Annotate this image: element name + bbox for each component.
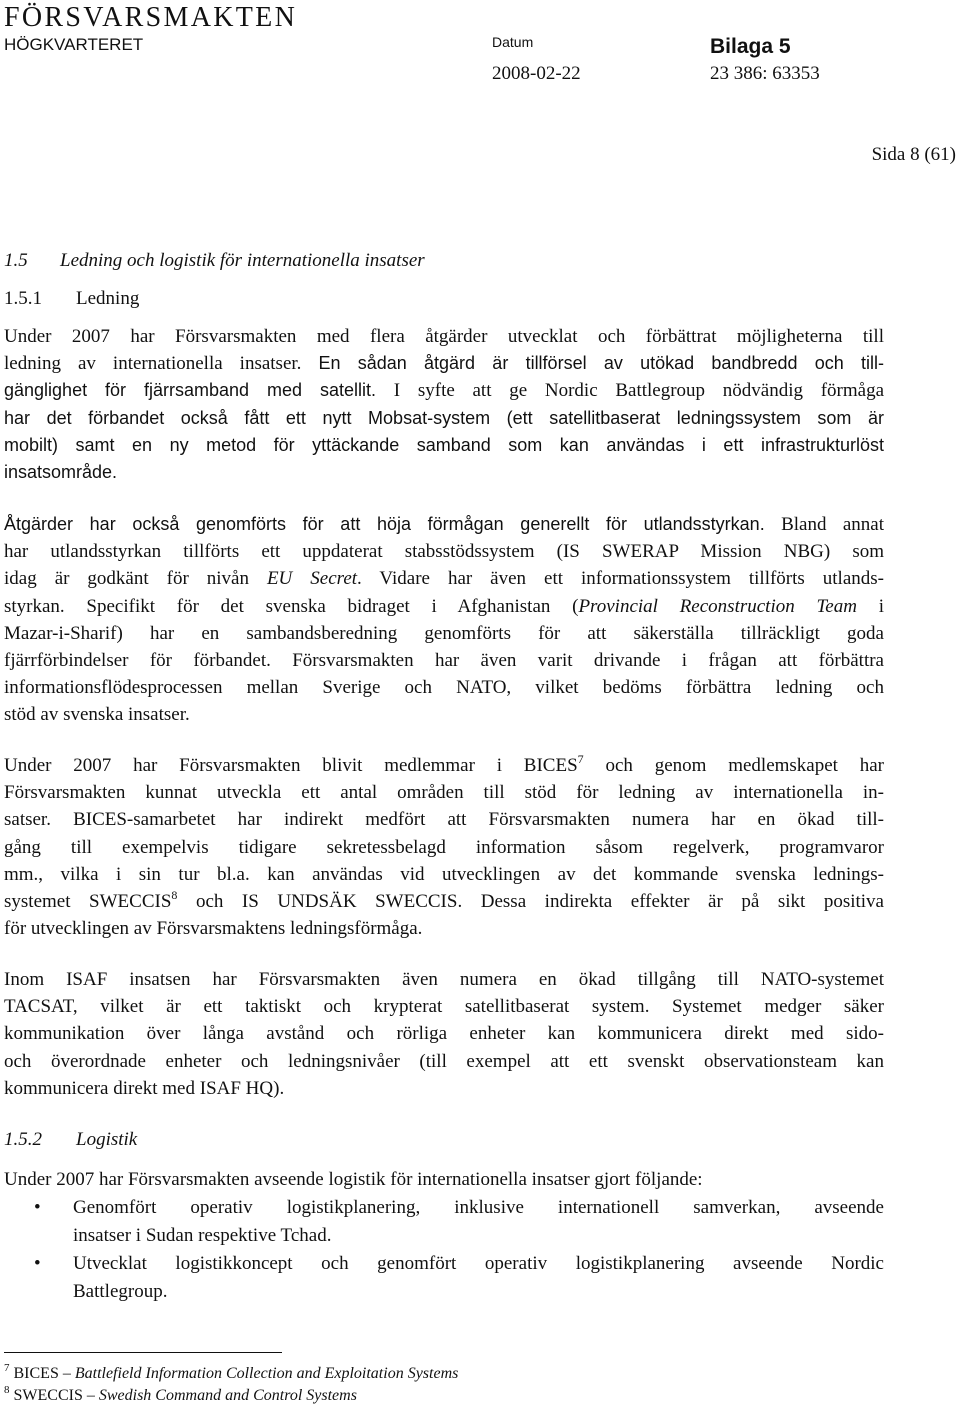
paragraph-line: satser. BICES-samarbetet har indirekt medfört att Försvarsmakten numera har en ökad till- — [4, 809, 884, 831]
paragraph-line: Försvarsmakten kunnat utveckla ett antal områden till stöd för ledning av internationella in- — [4, 782, 884, 804]
paragraph-3 — [4, 752, 884, 942]
list-item — [4, 1194, 884, 1249]
text-run: och genom medlemskapet har — [583, 755, 885, 776]
paragraph-line: fjärrförbindelser för förbandet. Försvarsmakten har även varit drivande i frågan att förbättra — [4, 650, 884, 672]
paragraph-line: gång till exempelvis tidigare sekretessbelagd information såsom regelverk, programvaror — [4, 836, 884, 858]
section-heading — [4, 249, 425, 273]
text-run: i — [856, 595, 884, 617]
paragraph-line: Mazar-i-Sharif) har en sambandsberedning genomförts för att säkerställa tillräckligt goda — [4, 622, 884, 644]
list-item-line: Genomfört operativ logistikplanering, inklusive internationell samverkan, avseende — [73, 1197, 884, 1218]
footnote-8 — [4, 1383, 357, 1406]
text-run: och IS UNDSÄK SWECCIS. Dessa indirekta effekter är på sikt positiva — [177, 891, 884, 913]
org-name: FÖRSVARSMAKTEN — [4, 2, 298, 33]
section-title: Ledning och logistik för internationella insatser — [60, 250, 425, 271]
text-run: EU Secret — [266, 568, 358, 590]
paragraph-line: insatsområde. — [4, 462, 118, 483]
text-run: Åtgärder har också genomförts för att höja förmågan generellt för utlandsstyrkan. — [4, 514, 765, 534]
text-run: Under 2007 har Försvarsmakten blivit medlemmar i BICES — [4, 755, 578, 776]
footnote-text: Swedish Command and Control Systems — [98, 1387, 357, 1404]
text-run: Bland annat — [781, 514, 885, 535]
footnote-abbr: SWECCIS – — [13, 1387, 99, 1404]
document-reference: 23 386: 63353 — [710, 63, 820, 84]
paragraph-line: Under 2007 har Försvarsmakten med flera åtgärder utvecklat och förbättrat möjligheterna till — [4, 326, 884, 347]
document-date: 2008-02-22 — [492, 63, 581, 84]
subsection-heading-ledning — [4, 287, 139, 311]
footnote-number: 7 — [4, 1361, 10, 1374]
list-item-line: insatser i Sudan respektive Tchad. — [73, 1224, 332, 1246]
list-item — [4, 1250, 884, 1305]
text-run: ledning av internationella insatser. — [4, 353, 302, 375]
text-run: En sådan åtgärd är tillförsel av utökad bandbredd och till- — [318, 353, 885, 374]
paragraph-line: mobilt) samt en ny metod för yttäckande samband som kan användas i ett infrastrukturlöst — [4, 434, 884, 455]
paragraph-line: för utvecklingen av Försvarsmaktens ledningsförmåga. — [4, 918, 423, 940]
section-number: 1.5 — [4, 250, 28, 271]
date-label: Datum — [492, 34, 534, 50]
text-run: I syfte att ge Nordic Battlegroup nödvändig förmåga — [393, 380, 885, 402]
paragraph-4 — [4, 966, 884, 1102]
paragraph-line — [4, 377, 884, 404]
text-run: gänglighet för fjärrsamband med satellit. — [4, 380, 377, 401]
paragraph-line: kommunikation över långa avstånd och rörliga enheter kan kommunicera direkt med sido- — [4, 1023, 884, 1045]
paragraph-line: kommunicera direkt med ISAF HQ). — [4, 1077, 285, 1099]
paragraph-line — [4, 752, 884, 779]
subsection-number: 1.5.2 — [4, 1129, 42, 1150]
bullet-icon: • — [34, 1197, 41, 1218]
paragraph-line: och överordnade enheter och ledningsnivåer (till exempel att ett svenskt observationsteam kan — [4, 1050, 884, 1072]
footnote-ref[interactable]: 7 — [577, 751, 584, 766]
paragraph-line — [4, 511, 884, 538]
paragraph-line — [4, 350, 884, 377]
paragraph-line — [4, 888, 884, 915]
paragraph-line: har det förbandet också fått ett nytt Mobsat-system (ett satellitbaserat ledningssystem som är — [4, 407, 884, 428]
paragraph-5 — [4, 1166, 884, 1193]
text-run: idag är godkänt för nivån — [4, 568, 249, 590]
subsection-title: Logistik — [76, 1129, 138, 1150]
footnote-text: Battlefield Information Collection and Exploitation Systems — [74, 1365, 459, 1382]
footnote-ref[interactable]: 8 — [171, 887, 178, 902]
footnote-separator — [4, 1352, 282, 1353]
paragraph-line — [4, 565, 884, 592]
appendix-label: Bilaga 5 — [710, 35, 791, 58]
paragraph-line: Inom ISAF insatsen har Försvarsmakten även numera en ökad tillgång till NATO-systemet — [4, 969, 884, 990]
footnote-7 — [4, 1361, 459, 1384]
footnote-abbr: BICES – — [13, 1365, 75, 1382]
paragraph-line: har utlandsstyrkan tillförts ett uppdaterat stabsstödssystem (IS SWERAP Mission NBG) som — [4, 541, 884, 563]
page-number: Sida 8 (61) — [871, 144, 956, 165]
paragraph-2 — [4, 511, 884, 729]
bullet-list — [4, 1194, 884, 1306]
footnote-number: 8 — [4, 1383, 10, 1396]
subsection-number: 1.5.1 — [4, 288, 42, 309]
paragraph-line: mm., vilka i sin tur bl.a. kan användas vid utvecklingen av det kommande svenska lednings- — [4, 863, 884, 885]
paragraph-line: informationsflödesprocessen mellan Sverige och NATO, vilket bedöms förbättra ledning och — [4, 677, 884, 699]
text-run: Provincial Reconstruction Team — [578, 595, 857, 617]
subsection-heading-logistik — [4, 1128, 137, 1152]
list-item-line: Utvecklat logistikkoncept och genomfört operativ logistikplanering avseende Nordic — [73, 1253, 884, 1274]
list-item-line: Battlegroup. — [73, 1280, 168, 1302]
paragraph-1 — [4, 323, 884, 486]
bullet-icon: • — [34, 1253, 41, 1274]
subsection-title: Ledning — [76, 288, 140, 309]
hq-label: HÖGKVARTERET — [4, 35, 144, 54]
paragraph-line — [4, 593, 884, 620]
paragraph-line: stöd av svenska insatser. — [4, 704, 190, 726]
paragraph-line: Under 2007 har Försvarsmakten avseende logistik för internationella insatser gjort följande: — [4, 1169, 703, 1190]
text-run: . Vidare har även ett informationssystem tillförts utlands- — [357, 568, 884, 590]
text-run: styrkan. Specifikt för det svenska bidraget i Afghanistan ( — [4, 595, 579, 617]
text-run: systemet SWECCIS — [4, 891, 172, 913]
paragraph-line: TACSAT, vilket är ett taktiskt och krypterat satellitbaserat system. Systemet medger säker — [4, 996, 884, 1018]
